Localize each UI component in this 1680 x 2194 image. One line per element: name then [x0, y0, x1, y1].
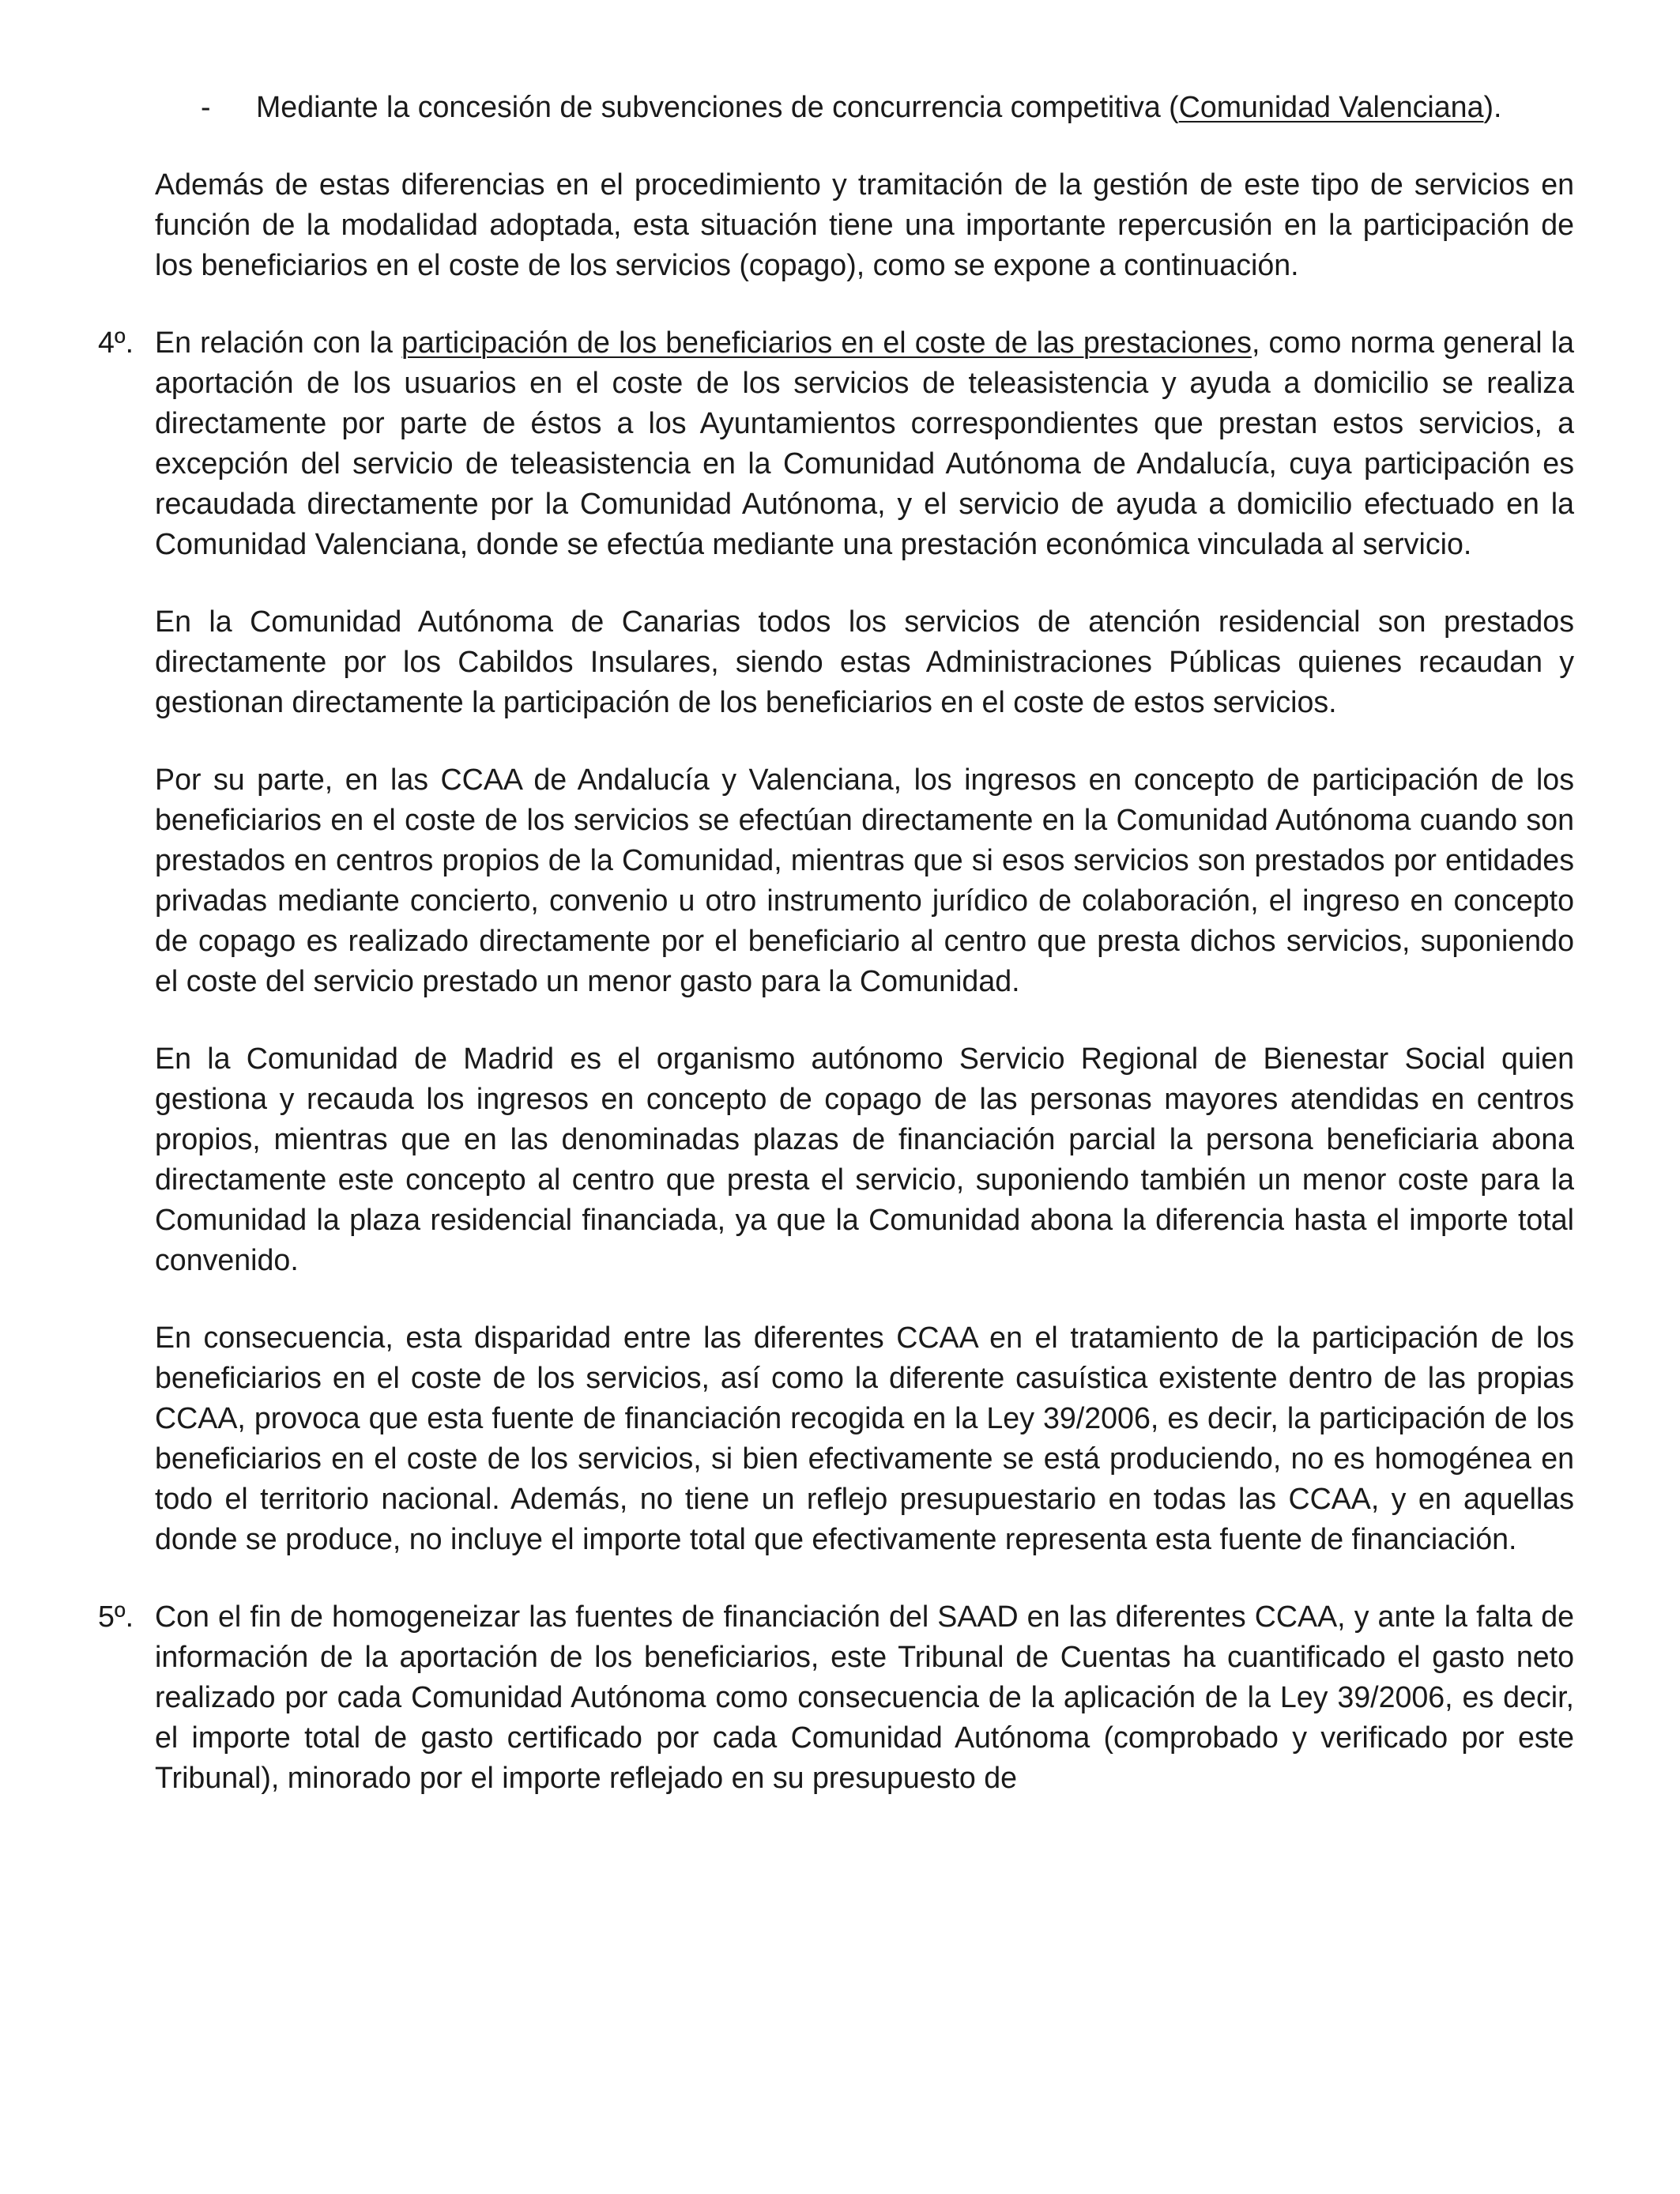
paragraph-diferencias: Además de estas diferencias en el procedimiento y tramitación de la gestión de este tipo de servicios en función de la modalidad adoptada, esta situación tiene una importante repercusión en la participación de los beneficiarios en el coste de los servicios (copago), como se expone a continuación. [155, 168, 1574, 281]
item-4-text-start: En relación con la [155, 326, 402, 359]
item-number-4: 4º. [98, 326, 134, 359]
item-4-text-rest: , como norma general la aportación de los usuarios en el coste de los servicios de teleasistencia y ayuda a domicilio se realiza directamente por parte de éstos a los Ayuntamientos correspondientes que prestan estos servicios, a excepción del servicio de teleasistencia en la Comunidad Autónoma de Andalucía, cuya participación es recaudada directamente por la Comunidad Autónoma, y el servicio de ayuda a domicilio efectuado en la Comunidad Valenciana, donde se efectúa mediante una prestación económica vinculada al servicio. [155, 326, 1574, 560]
numbered-item-5 [98, 1596, 1574, 1798]
bullet-item-valenciana [155, 87, 1574, 127]
bullet-text: Mediante la concesión de subvenciones de concurrencia competitiva ( [256, 90, 1179, 123]
paragraph-madrid: En la Comunidad de Madrid es el organismo autónomo Servicio Regional de Bienestar Social quien gestiona y recauda los ingresos en concepto de copago de las personas mayores atendidas en centros propios, mientras que en las denominadas plazas de financiación parcial la persona beneficiaria abona directamente este concepto al centro que presta el servicio, suponiendo también un menor coste para la Comunidad la plaza residencial financiada, ya que la Comunidad abona la diferencia hasta el importe total convenido. [155, 1042, 1574, 1276]
item-5-text: Con el fin de homogeneizar las fuentes de financiación del SAAD en las diferentes CCAA, y ante la falta de información de la aportación de los beneficiarios, este Tribunal de Cuentas ha cuantificado el gasto neto realizado por cada Comunidad Autónoma como consecuencia de la aplicación de la Ley 39/2006, es decir, el importe total de gasto certificado por cada Comunidad Autónoma (comprobado y verificado por este Tribunal), minorado por el importe reflejado en su presupuesto de [155, 1600, 1574, 1794]
numbered-item-4 [98, 322, 1574, 564]
bullet-text-end: ). [1483, 90, 1502, 123]
item-4-underlined-heading: participación de los beneficiarios en el coste de las prestaciones [401, 326, 1252, 359]
bullet-dash: - [201, 90, 211, 123]
paragraph-consecuencia: En consecuencia, esta disparidad entre las diferentes CCAA en el tratamiento de la participación de los beneficiarios en el coste de los servicios, así como la diferente casuística existente dentro de las propias CCAA, provoca que esta fuente de financiación recogida en la Ley 39/2006, es decir, la participación de los beneficiarios en el coste de los servicios, si bien efectivamente se está produciendo, no es homogénea en todo el territorio nacional. Además, no tiene un reflejo presupuestario en todas las CCAA, y en aquellas donde se produce, no incluye el importe total que efectivamente representa esta fuente de financiación. [155, 1321, 1574, 1555]
item-number-5: 5º. [98, 1600, 134, 1633]
paragraph-andalucia-valenciana: Por su parte, en las CCAA de Andalucía y Valenciana, los ingresos en concepto de participación de los beneficiarios en el coste de los servicios se efectúan directamente en la Comunidad Autónoma cuando son prestados en centros propios de la Comunidad, mientras que si esos servicios son prestados por entidades privadas mediante concierto, convenio u otro instrumento jurídico de colaboración, el ingreso en concepto de copago es realizado directamente por el beneficiario al centro que presta dichos servicios, suponiendo el coste del servicio prestado un menor gasto para la Comunidad. [155, 763, 1574, 997]
paragraph-canarias: En la Comunidad Autónoma de Canarias todos los servicios de atención residencial son prestados directamente por los Cabildos Insulares, siendo estas Administraciones Públicas quienes recaudan y gestionan directamente la participación de los beneficiarios en el coste de estos servicios. [155, 605, 1574, 718]
document-page [98, 87, 1574, 1835]
comunidad-valenciana-link: Comunidad Valenciana [1178, 90, 1484, 123]
